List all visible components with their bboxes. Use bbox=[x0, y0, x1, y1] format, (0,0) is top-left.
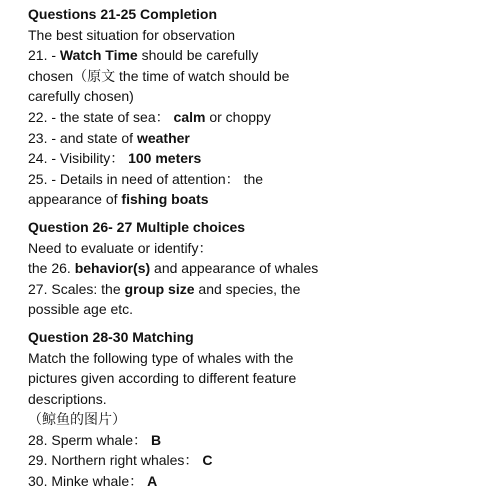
text-run: or choppy bbox=[205, 108, 271, 125]
answer-text: Watch Time bbox=[59, 47, 138, 64]
answer-text: A bbox=[147, 473, 158, 490]
answer-line-25 bbox=[28, 169, 482, 190]
answer-line-23 bbox=[28, 128, 482, 149]
text-run: appearance of bbox=[28, 191, 122, 208]
text-run: chosen（原文 the time of watch should be bbox=[28, 67, 290, 84]
text-run: 29. Northern right whales： bbox=[28, 452, 203, 469]
text-run: 24. - Visibility： bbox=[28, 150, 129, 167]
answer-text: fishing boats bbox=[121, 191, 209, 208]
text-run: 28. Sperm whale： bbox=[28, 431, 151, 448]
text-run: 22. - the state of sea： bbox=[28, 108, 174, 125]
answer-text: group size bbox=[124, 280, 195, 297]
text-run: pictures given according to different feature bbox=[28, 370, 297, 387]
answer-text: weather bbox=[136, 129, 190, 146]
text-run: descriptions. bbox=[28, 390, 107, 407]
text-line bbox=[28, 238, 482, 259]
text-line bbox=[28, 25, 482, 46]
text-run: and species, the bbox=[194, 280, 301, 297]
answer-line-22 bbox=[28, 107, 482, 128]
text-run: 23. - and state of bbox=[28, 129, 137, 146]
answer-line-30 bbox=[28, 471, 482, 492]
section-heading: Question 26- 27 Multiple choices bbox=[28, 218, 246, 235]
answer-text: 100 meters bbox=[128, 150, 202, 167]
text-run: should be carefully bbox=[137, 47, 259, 64]
answer-line-27 bbox=[28, 279, 482, 300]
text-run: 30. Minke whale： bbox=[28, 473, 148, 490]
text-run: Match the following type of whales with the bbox=[28, 349, 294, 366]
text-line bbox=[28, 299, 482, 320]
answer-text: B bbox=[150, 431, 162, 448]
text-line bbox=[28, 189, 482, 210]
answer-line-29 bbox=[28, 450, 482, 471]
text-run: 21. - bbox=[28, 47, 60, 64]
text-line bbox=[28, 409, 482, 430]
text-line bbox=[28, 389, 482, 410]
text-run: and appearance of whales bbox=[150, 260, 319, 277]
answer-line-24 bbox=[28, 148, 482, 169]
text-line bbox=[28, 86, 482, 107]
answer-line-28 bbox=[28, 430, 482, 451]
section-matching bbox=[28, 327, 482, 492]
answer-line-21 bbox=[28, 45, 482, 66]
text-run: possible age etc. bbox=[28, 301, 134, 318]
text-line bbox=[28, 348, 482, 369]
answer-text: calm bbox=[173, 108, 206, 125]
section-heading: Questions 21-25 Completion bbox=[28, 6, 218, 22]
section-completion bbox=[28, 4, 482, 210]
text-run: （鲸鱼的图片） bbox=[28, 411, 126, 428]
text-run: The best situation for observation bbox=[28, 26, 236, 43]
text-run: 27. Scales: the bbox=[28, 280, 125, 297]
text-line bbox=[28, 368, 482, 389]
answer-text: behavior(s) bbox=[74, 260, 151, 277]
section-multiple-choices bbox=[28, 217, 482, 320]
text-run: the 26. bbox=[28, 260, 75, 277]
text-line bbox=[28, 66, 482, 87]
text-run: 25. - Details in need of attention： the bbox=[28, 170, 264, 187]
text-run: Need to evaluate or identify： bbox=[28, 239, 213, 256]
answer-line-26 bbox=[28, 258, 482, 279]
text-run: carefully chosen) bbox=[28, 88, 134, 105]
answer-text: C bbox=[202, 452, 213, 469]
section-heading: Question 28-30 Matching bbox=[28, 328, 194, 345]
